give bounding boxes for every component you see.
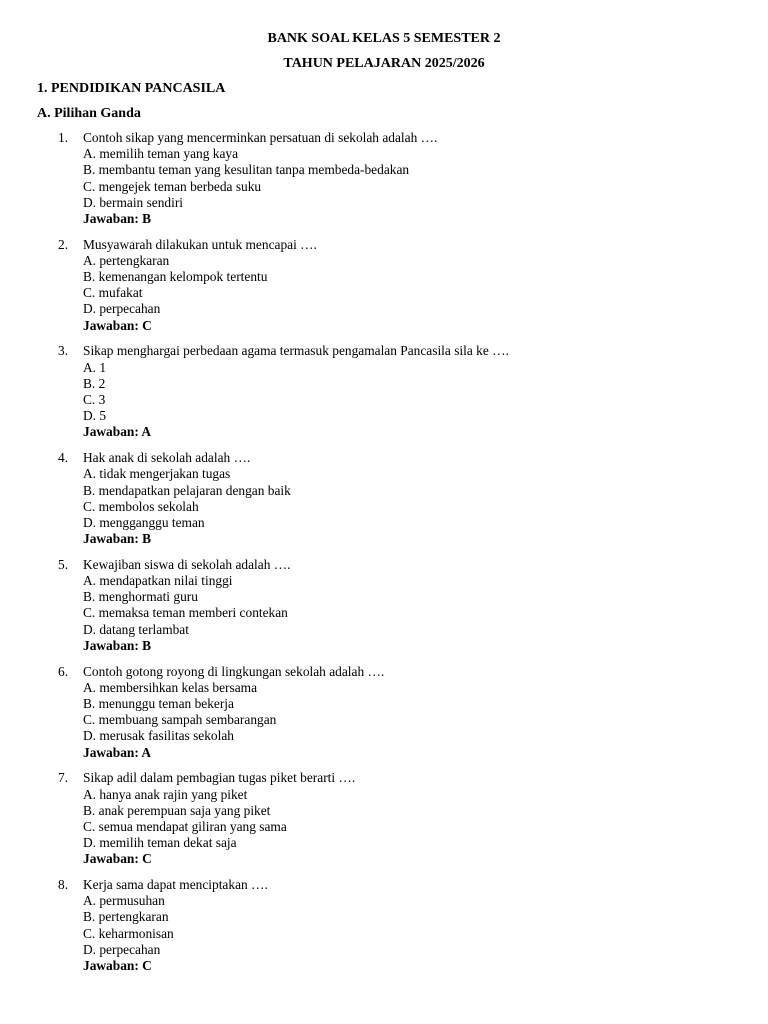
section-heading: A. Pilihan Ganda — [37, 106, 141, 121]
answer-key: Jawaban: C — [83, 957, 152, 973]
answer-key: Jawaban: A — [83, 744, 152, 760]
option-c: C. 3 — [83, 392, 106, 407]
option-c: C. membuang sampah sembarangan — [83, 712, 277, 728]
option-d: D. mengganggu teman — [83, 514, 205, 530]
subject-heading: 1. PENDIDIKAN PANCASILA — [37, 81, 226, 96]
option-b: B. mendapatkan pelajaran dengan baik — [83, 482, 291, 498]
answer-key: Jawaban: C — [83, 317, 152, 333]
school-year: TAHUN PELAJARAN 2025/2026 — [283, 56, 485, 71]
option-c: C. semua mendapat giliran yang sama — [83, 818, 287, 834]
option-a: A. memilih teman yang kaya — [83, 146, 239, 162]
document-title: BANK SOAL KELAS 5 SEMESTER 2 — [267, 31, 501, 46]
question-text: Contoh gotong royong di lingkungan sekolah adalah …. — [83, 663, 385, 679]
option-a: A. permusuhan — [83, 893, 165, 909]
question-list — [0, 130, 768, 984]
option-b: B. menghormati guru — [83, 589, 198, 605]
option-d: D. perpecahan — [83, 941, 161, 957]
option-a: A. hanya anak rajin yang piket — [83, 786, 248, 802]
question-number: 2. — [58, 236, 69, 252]
answer-key: Jawaban: C — [83, 851, 152, 867]
question-text: Sikap adil dalam pembagian tugas piket berarti …. — [83, 770, 356, 786]
question-number: 8. — [58, 877, 69, 893]
option-b: B. membantu teman yang kesulitan tanpa membeda-bedakan — [83, 162, 410, 178]
option-b: B. menunggu teman bekerja — [83, 695, 234, 711]
option-d: D. memilih teman dekat saja — [83, 835, 237, 851]
option-b: B. pertengkaran — [83, 909, 169, 925]
question-item — [0, 877, 768, 974]
option-d: D. bermain sendiri — [83, 194, 184, 210]
question-number: 1. — [58, 130, 69, 145]
answer-key: Jawaban: A — [83, 424, 152, 440]
option-a: A. pertengkaran — [83, 252, 170, 268]
question-number: 3. — [58, 343, 69, 359]
option-a: A. 1 — [83, 359, 107, 375]
answer-key: Jawaban: B — [83, 531, 152, 547]
option-c: C. membolos sekolah — [83, 498, 199, 514]
question-item — [0, 664, 768, 761]
question-number: 7. — [58, 770, 69, 786]
option-b: B. anak perempuan saja yang piket — [83, 802, 271, 818]
option-b: B. kemenangan kelompok tertentu — [83, 269, 268, 285]
question-item — [0, 343, 768, 440]
option-c: C. memaksa teman memberi contekan — [83, 605, 288, 621]
option-d: D. perpecahan — [83, 301, 161, 317]
question-text: Contoh sikap yang mencerminkan persatuan di sekolah adalah …. — [83, 130, 438, 145]
question-text: Kewajiban siswa di sekolah adalah …. — [83, 556, 291, 572]
answer-key: Jawaban: B — [83, 637, 152, 653]
question-item — [0, 237, 768, 334]
option-d: D. datang terlambat — [83, 621, 189, 637]
option-c: C. keharmonisan — [83, 925, 174, 941]
question-item — [0, 770, 768, 867]
option-b: B. 2 — [83, 375, 106, 391]
question-text: Sikap menghargai perbedaan agama termasuk pengamalan Pancasila sila ke …. — [83, 343, 509, 359]
question-item — [0, 450, 768, 547]
question-number: 6. — [58, 663, 69, 679]
question-item — [0, 557, 768, 654]
option-a: A. membersihkan kelas bersama — [83, 679, 258, 695]
question-item — [0, 130, 768, 227]
option-a: A. tidak mengerjakan tugas — [83, 466, 231, 482]
option-c: C. mufakat — [83, 285, 143, 301]
option-d: D. 5 — [83, 408, 107, 424]
option-c: C. mengejek teman berbeda suku — [83, 178, 262, 194]
question-text: Hak anak di sekolah adalah …. — [83, 450, 251, 466]
answer-key: Jawaban: B — [83, 210, 152, 226]
question-text: Kerja sama dapat menciptakan …. — [83, 877, 268, 893]
option-d: D. merusak fasilitas sekolah — [83, 728, 234, 744]
question-number: 5. — [58, 556, 69, 572]
question-text: Musyawarah dilakukan untuk mencapai …. — [83, 236, 317, 252]
option-a: A. mendapatkan nilai tinggi — [83, 573, 233, 589]
question-number: 4. — [58, 450, 69, 466]
